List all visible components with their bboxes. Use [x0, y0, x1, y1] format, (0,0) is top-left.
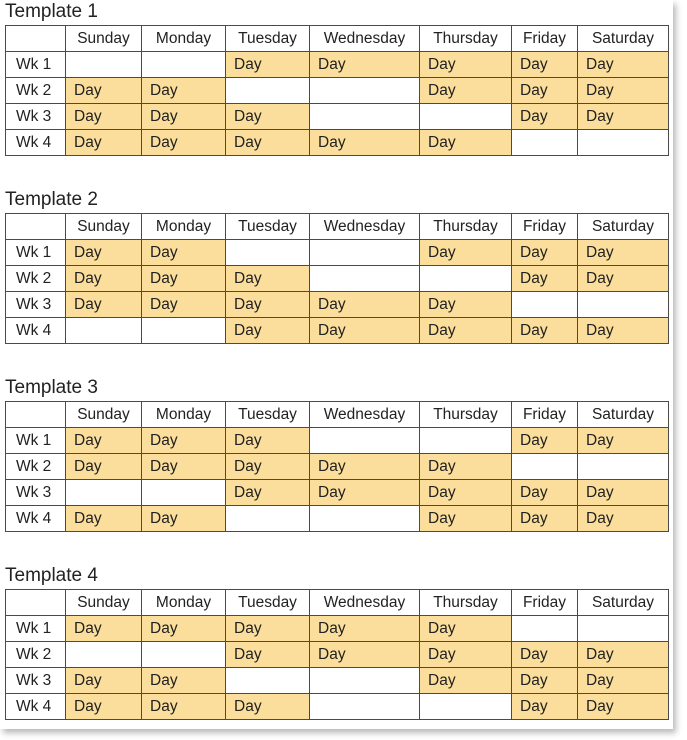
day-header-saturday: Saturday — [578, 214, 669, 240]
schedule-cell-day: Day — [142, 78, 226, 104]
schedule-cell-day: Day — [226, 266, 310, 292]
week-row — [6, 428, 669, 454]
week-row — [6, 292, 669, 318]
schedule-cell-day: Day — [142, 130, 226, 156]
schedule-cell-day: Day — [512, 506, 578, 532]
week-row — [6, 616, 669, 642]
corner-cell — [6, 402, 66, 428]
schedule-cell-empty — [66, 642, 142, 668]
week-label: Wk 1 — [6, 428, 66, 454]
schedule-cell-empty — [310, 668, 420, 694]
day-header-sunday: Sunday — [66, 26, 142, 52]
schedule-cell-empty — [420, 694, 512, 720]
schedule-cell-day: Day — [420, 642, 512, 668]
week-label: Wk 4 — [6, 506, 66, 532]
schedule-cell-day: Day — [578, 668, 669, 694]
schedule-cell-empty — [66, 480, 142, 506]
header-row — [6, 590, 669, 616]
schedule-cell-day: Day — [142, 428, 226, 454]
week-row — [6, 480, 669, 506]
schedule-cell-day: Day — [66, 130, 142, 156]
schedule-cell-day: Day — [420, 292, 512, 318]
week-label: Wk 2 — [6, 454, 66, 480]
schedule-cell-empty — [310, 506, 420, 532]
schedule-cell-day: Day — [310, 642, 420, 668]
schedule-cell-empty — [512, 616, 578, 642]
schedule-cell-empty — [512, 454, 578, 480]
schedule-cell-day: Day — [420, 668, 512, 694]
schedule-cell-day: Day — [226, 52, 310, 78]
schedule-cell-day: Day — [512, 694, 578, 720]
schedule-cell-day: Day — [420, 318, 512, 344]
schedule-cell-empty — [226, 506, 310, 532]
schedule-cell-day: Day — [310, 52, 420, 78]
schedule-cell-day: Day — [66, 668, 142, 694]
schedule-cell-empty — [142, 52, 226, 78]
schedule-cell-day: Day — [226, 130, 310, 156]
schedule-cell-empty — [226, 78, 310, 104]
schedule-cell-day: Day — [226, 428, 310, 454]
week-label: Wk 2 — [6, 78, 66, 104]
schedule-cell-day: Day — [420, 130, 512, 156]
schedule-cell-empty — [578, 130, 669, 156]
schedule-cell-day: Day — [512, 318, 578, 344]
schedule-cell-day: Day — [310, 130, 420, 156]
schedule-cell-day: Day — [66, 616, 142, 642]
schedule-cell-day: Day — [66, 78, 142, 104]
week-label: Wk 2 — [6, 642, 66, 668]
schedule-cell-empty — [512, 130, 578, 156]
schedule-cell-empty — [310, 240, 420, 266]
day-header-wednesday: Wednesday — [310, 214, 420, 240]
week-label: Wk 3 — [6, 668, 66, 694]
schedule-cell-day: Day — [310, 318, 420, 344]
schedule-cell-day: Day — [578, 642, 669, 668]
schedule-cell-day: Day — [512, 428, 578, 454]
schedule-cell-day: Day — [578, 480, 669, 506]
schedule-cell-empty — [66, 318, 142, 344]
header-row — [6, 26, 669, 52]
schedule-cell-day: Day — [420, 506, 512, 532]
schedule-cell-day: Day — [310, 454, 420, 480]
week-row — [6, 266, 669, 292]
schedule-cell-day: Day — [66, 694, 142, 720]
week-row — [6, 78, 669, 104]
day-header-saturday: Saturday — [578, 590, 669, 616]
template-title: Template 2 — [5, 189, 98, 210]
day-header-monday: Monday — [142, 402, 226, 428]
day-header-sunday: Sunday — [66, 402, 142, 428]
day-header-sunday: Sunday — [66, 590, 142, 616]
template-title: Template 1 — [5, 1, 98, 22]
schedule-cell-empty — [142, 642, 226, 668]
template-title: Template 3 — [5, 377, 98, 398]
schedule-cell-empty — [578, 292, 669, 318]
day-header-tuesday: Tuesday — [226, 26, 310, 52]
week-row — [6, 506, 669, 532]
header-row — [6, 214, 669, 240]
schedule-cell-day: Day — [578, 52, 669, 78]
schedule-cell-day: Day — [578, 506, 669, 532]
day-header-monday: Monday — [142, 26, 226, 52]
schedule-cell-day: Day — [66, 428, 142, 454]
schedule-cell-empty — [142, 318, 226, 344]
schedule-cell-day: Day — [226, 694, 310, 720]
week-row — [6, 240, 669, 266]
day-header-thursday: Thursday — [420, 402, 512, 428]
schedule-cell-day: Day — [226, 616, 310, 642]
schedule-table — [5, 25, 669, 156]
schedule-cell-empty — [226, 668, 310, 694]
schedule-cell-empty — [310, 428, 420, 454]
schedule-cell-day: Day — [512, 78, 578, 104]
week-row — [6, 668, 669, 694]
corner-cell — [6, 26, 66, 52]
schedule-cell-day: Day — [512, 52, 578, 78]
schedule-cell-day: Day — [578, 266, 669, 292]
week-label: Wk 3 — [6, 480, 66, 506]
schedule-cell-empty — [310, 694, 420, 720]
schedule-cell-day: Day — [578, 104, 669, 130]
week-label: Wk 1 — [6, 616, 66, 642]
schedule-cell-empty — [578, 454, 669, 480]
schedule-cell-day: Day — [226, 454, 310, 480]
schedule-cell-empty — [226, 240, 310, 266]
schedule-cell-day: Day — [142, 104, 226, 130]
week-label: Wk 1 — [6, 240, 66, 266]
corner-cell — [6, 590, 66, 616]
schedule-cell-empty — [310, 266, 420, 292]
schedule-cell-day: Day — [578, 78, 669, 104]
schedule-cell-day: Day — [420, 454, 512, 480]
schedule-cell-day: Day — [66, 506, 142, 532]
schedule-cell-day: Day — [226, 292, 310, 318]
schedule-cell-day: Day — [142, 454, 226, 480]
week-row — [6, 642, 669, 668]
day-header-monday: Monday — [142, 214, 226, 240]
week-row — [6, 318, 669, 344]
schedule-cell-day: Day — [142, 506, 226, 532]
schedule-cell-day: Day — [512, 668, 578, 694]
day-header-thursday: Thursday — [420, 590, 512, 616]
schedule-cell-day: Day — [66, 266, 142, 292]
schedule-cell-day: Day — [310, 616, 420, 642]
schedule-cell-day: Day — [578, 428, 669, 454]
day-header-sunday: Sunday — [66, 214, 142, 240]
schedule-cell-day: Day — [578, 240, 669, 266]
day-header-friday: Friday — [512, 26, 578, 52]
week-row — [6, 52, 669, 78]
schedule-cell-empty — [66, 52, 142, 78]
schedule-cell-empty — [578, 616, 669, 642]
schedule-cell-day: Day — [226, 642, 310, 668]
week-row — [6, 104, 669, 130]
week-row — [6, 694, 669, 720]
schedule-cell-day: Day — [420, 480, 512, 506]
schedule-cell-empty — [512, 292, 578, 318]
schedule-cell-day: Day — [226, 104, 310, 130]
schedule-cell-day: Day — [66, 292, 142, 318]
schedule-cell-day: Day — [142, 266, 226, 292]
schedule-table — [5, 401, 669, 532]
schedule-cell-empty — [310, 78, 420, 104]
week-row — [6, 454, 669, 480]
schedule-table — [5, 213, 669, 344]
schedule-cell-day: Day — [142, 616, 226, 642]
week-label: Wk 3 — [6, 292, 66, 318]
schedule-cell-day: Day — [512, 480, 578, 506]
day-header-wednesday: Wednesday — [310, 402, 420, 428]
schedule-cell-day: Day — [310, 480, 420, 506]
day-header-tuesday: Tuesday — [226, 590, 310, 616]
day-header-saturday: Saturday — [578, 402, 669, 428]
schedule-cell-empty — [310, 104, 420, 130]
day-header-monday: Monday — [142, 590, 226, 616]
schedule-cell-day: Day — [512, 104, 578, 130]
schedule-cell-day: Day — [142, 694, 226, 720]
schedule-cell-day: Day — [578, 694, 669, 720]
week-label: Wk 1 — [6, 52, 66, 78]
schedule-cell-day: Day — [512, 642, 578, 668]
schedule-cell-day: Day — [420, 78, 512, 104]
schedule-cell-day: Day — [142, 292, 226, 318]
day-header-wednesday: Wednesday — [310, 26, 420, 52]
schedule-cell-day: Day — [420, 616, 512, 642]
schedule-cell-empty — [142, 480, 226, 506]
day-header-thursday: Thursday — [420, 214, 512, 240]
schedule-cell-day: Day — [420, 52, 512, 78]
week-row — [6, 130, 669, 156]
schedule-cell-day: Day — [66, 454, 142, 480]
schedule-cell-empty — [420, 104, 512, 130]
day-header-friday: Friday — [512, 402, 578, 428]
schedule-cell-day: Day — [66, 240, 142, 266]
schedule-table — [5, 589, 669, 720]
schedule-cell-day: Day — [142, 668, 226, 694]
day-header-wednesday: Wednesday — [310, 590, 420, 616]
schedule-cell-day: Day — [310, 292, 420, 318]
week-label: Wk 4 — [6, 130, 66, 156]
schedule-cell-day: Day — [512, 266, 578, 292]
schedule-cell-day: Day — [512, 240, 578, 266]
week-label: Wk 2 — [6, 266, 66, 292]
day-header-saturday: Saturday — [578, 26, 669, 52]
schedule-cell-day: Day — [578, 318, 669, 344]
week-label: Wk 3 — [6, 104, 66, 130]
schedule-cell-day: Day — [142, 240, 226, 266]
week-label: Wk 4 — [6, 318, 66, 344]
day-header-tuesday: Tuesday — [226, 214, 310, 240]
schedule-cell-day: Day — [226, 318, 310, 344]
day-header-tuesday: Tuesday — [226, 402, 310, 428]
schedule-cell-empty — [420, 266, 512, 292]
day-header-thursday: Thursday — [420, 26, 512, 52]
corner-cell — [6, 214, 66, 240]
schedule-cell-empty — [420, 428, 512, 454]
schedule-cell-day: Day — [66, 104, 142, 130]
template-title: Template 4 — [5, 565, 98, 586]
schedule-cell-day: Day — [420, 240, 512, 266]
day-header-friday: Friday — [512, 214, 578, 240]
day-header-friday: Friday — [512, 590, 578, 616]
week-label: Wk 4 — [6, 694, 66, 720]
schedule-cell-day: Day — [226, 480, 310, 506]
header-row — [6, 402, 669, 428]
